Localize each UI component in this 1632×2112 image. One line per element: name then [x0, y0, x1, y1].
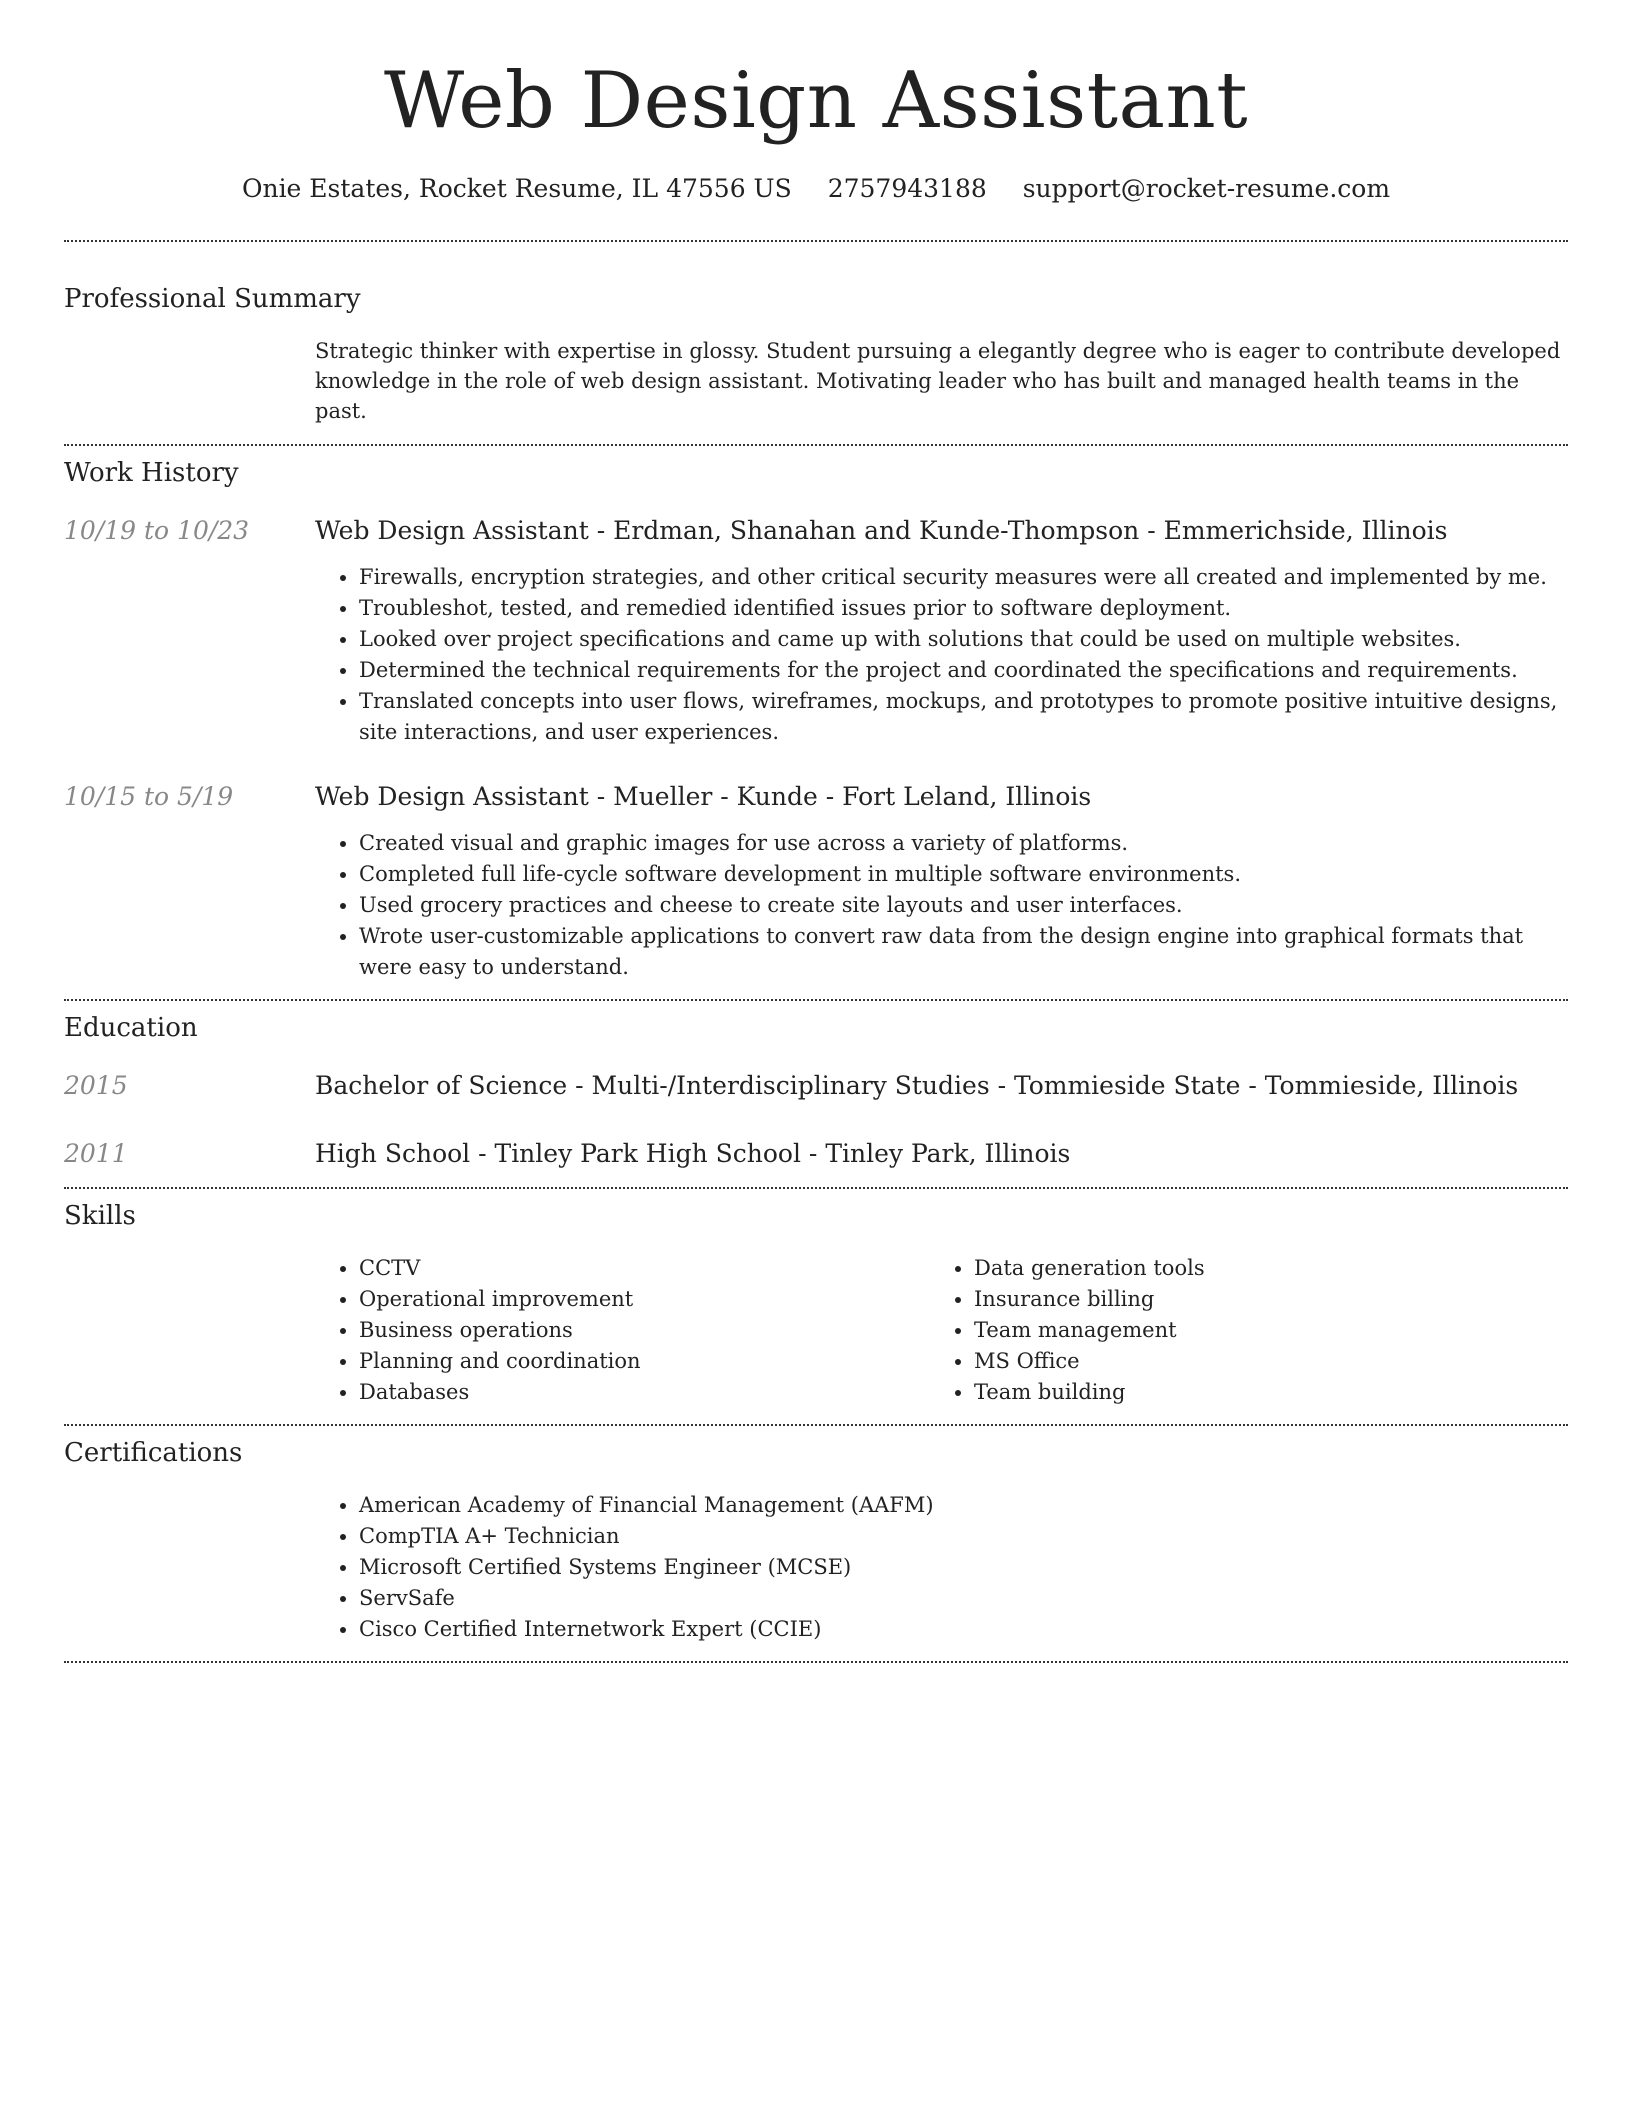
section-title-work: Work History: [64, 458, 239, 488]
list-item: • Insurance billing: [974, 1284, 1545, 1315]
list-item: • ServSafe: [359, 1583, 1568, 1614]
list-item: • American Academy of Financial Management (AAFM): [359, 1490, 1568, 1521]
phone: 2757943188: [827, 174, 987, 203]
skills-list-left: [315, 1253, 930, 1408]
contact-line: [64, 172, 1568, 206]
email: support@rocket-resume.com: [1022, 174, 1391, 203]
list-item: • MS Office: [974, 1346, 1545, 1377]
certifications-section: [64, 1426, 1568, 1661]
divider: [64, 1661, 1568, 1663]
list-item: • Looked over project specifications and came up with solutions that could be used on multiple websites.: [359, 624, 1568, 655]
candidate-name: Web Design Assistant: [383, 56, 1249, 146]
list-item: • Firewalls, encryption strategies, and other critical security measures were all created and implemented by me.: [359, 562, 1568, 593]
job-dates: 10/19 to 10/23: [64, 516, 250, 545]
list-item: • Created visual and graphic images for use across a variety of platforms.: [359, 828, 1568, 859]
list-item: • Determined the technical requirements for the project and coordinated the specifications and requirements.: [359, 655, 1568, 686]
job-bullets: [315, 828, 1568, 999]
list-item: • Completed full life-cycle software development in multiple software environments.: [359, 859, 1568, 890]
list-item: • CompTIA A+ Technician: [359, 1521, 1568, 1552]
list-item: • CCTV: [359, 1253, 930, 1284]
section-title-skills: Skills: [64, 1201, 136, 1231]
list-item: • Team building: [974, 1377, 1545, 1408]
skills-section: [64, 1189, 1568, 1424]
list-item: • Data generation tools: [974, 1253, 1545, 1284]
education-entry: [64, 1069, 1568, 1103]
work-section: [64, 446, 1568, 999]
job-entry: [64, 780, 1568, 999]
list-item: • Databases: [359, 1377, 930, 1408]
list-item: • Planning and coordination: [359, 1346, 930, 1377]
education-heading: Bachelor of Science - Multi-/Interdisciplinary Studies - Tommieside State - Tommieside, Illinois: [315, 1071, 1519, 1100]
summary-text: Strategic thinker with expertise in glossy. Student pursuing a elegantly degree who is eager to contribute developed knowledge in the role of web design assistant. Motivating leader who has built and managed health teams in the past.: [315, 339, 1561, 423]
job-bullets: [315, 562, 1568, 748]
list-item: • Operational improvement: [359, 1284, 930, 1315]
education-heading: High School - Tinley Park High School - Tinley Park, Illinois: [315, 1139, 1071, 1168]
job-entry: [64, 514, 1568, 748]
list-item: • Translated concepts into user flows, wireframes, mockups, and prototypes to promote positive intuitive designs, site interactions, and user experiences.: [359, 686, 1568, 748]
resume-page: [64, 0, 1568, 1663]
list-item: • Business operations: [359, 1315, 930, 1346]
summary-section: [64, 242, 1568, 444]
section-title-summary: Professional Summary: [64, 284, 361, 314]
list-item: • Used grocery practices and cheese to create site layouts and user interfaces.: [359, 890, 1568, 921]
job-heading: Web Design Assistant - Mueller - Kunde - Fort Leland, Illinois: [315, 782, 1092, 811]
address: Onie Estates, Rocket Resume, IL 47556 US: [241, 174, 792, 203]
list-item: • Wrote user-customizable applications to convert raw data from the design engine into graphical formats that were easy to understand.: [359, 921, 1568, 983]
certifications-list: [315, 1490, 1568, 1645]
job-dates: 10/15 to 5/19: [64, 782, 234, 811]
education-entry: [64, 1137, 1568, 1187]
education-year: 2015: [64, 1071, 128, 1100]
education-section: [64, 1001, 1568, 1187]
list-item: • Troubleshot, tested, and remedied identified issues prior to software deployment.: [359, 593, 1568, 624]
skills-list-right: [930, 1253, 1545, 1408]
section-title-education: Education: [64, 1013, 198, 1043]
education-year: 2011: [64, 1139, 128, 1168]
list-item: • Cisco Certified Internetwork Expert (CCIE): [359, 1614, 1568, 1645]
section-title-certifications: Certifications: [64, 1438, 243, 1468]
list-item: • Microsoft Certified Systems Engineer (MCSE): [359, 1552, 1568, 1583]
job-heading: Web Design Assistant - Erdman, Shanahan and Kunde-Thompson - Emmerichside, Illinois: [315, 516, 1448, 545]
list-item: • Team management: [974, 1315, 1545, 1346]
